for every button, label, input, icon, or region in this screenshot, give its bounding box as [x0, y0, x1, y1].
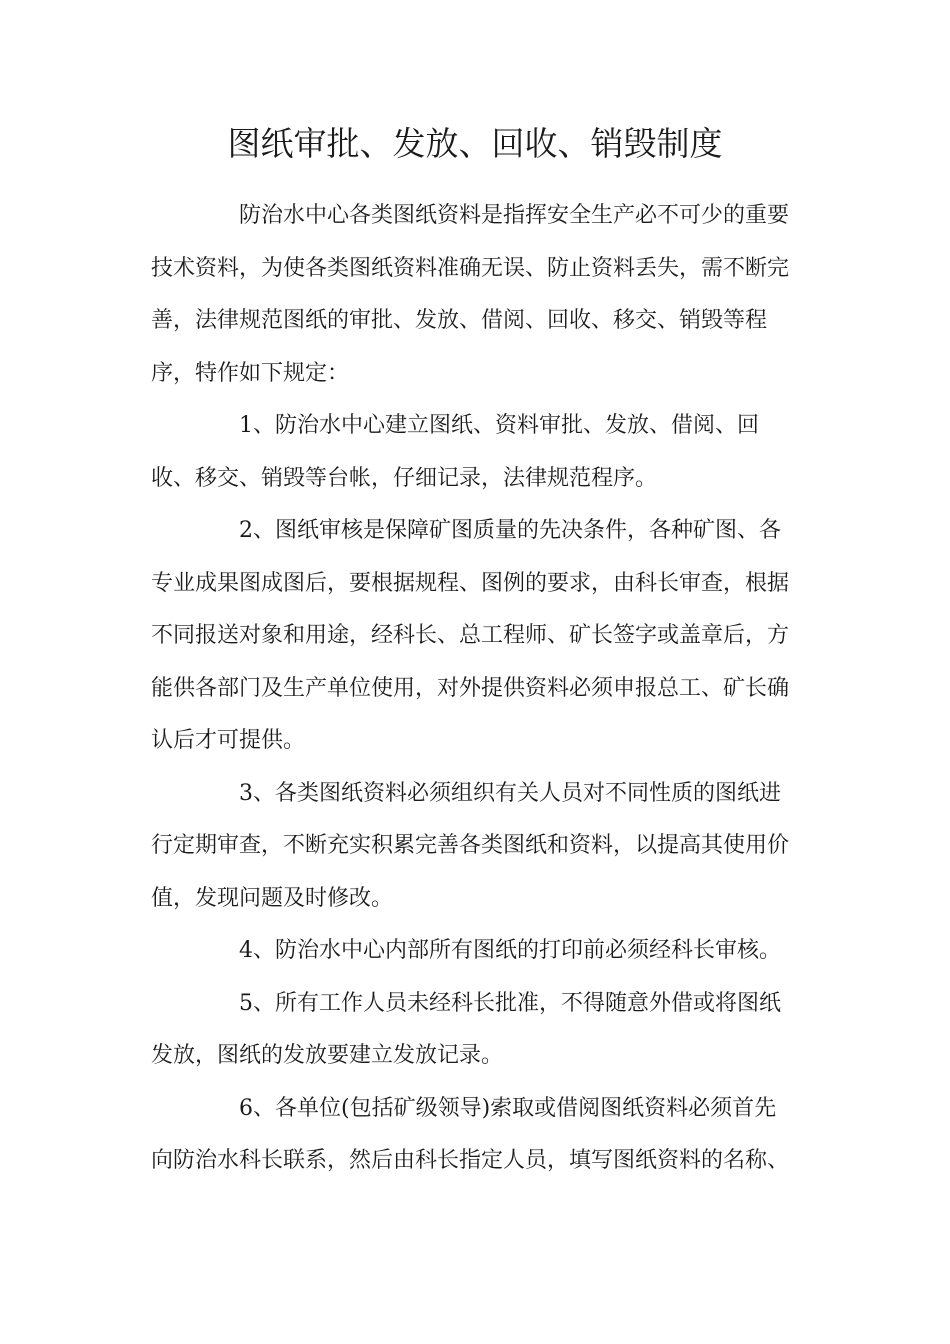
text-line: 3、各类图纸资料必须组织有关人员对不同性质的图纸进	[239, 780, 781, 806]
text-line: 技术资料，为使各类图纸资料准确无误、防止资料丢失，需不断完	[151, 255, 790, 281]
text-line: 值，发现问题及时修改。	[151, 885, 394, 911]
text-line: 2、图纸审核是保障矿图质量的先决条件，各种矿图、各	[239, 518, 781, 543]
paragraph-item-1	[151, 400, 801, 505]
text-line: 专业成果图成图后，要根据规程、图例的要求，由科长审查，根据	[151, 570, 790, 596]
paragraph-intro	[151, 190, 801, 400]
text-line: 认后才可提供。	[151, 728, 306, 753]
paragraph-item-4	[151, 925, 801, 978]
paragraph-item-5	[151, 978, 801, 1083]
text-line: 不同报送对象和用途，经科长、总工程师、矿长签字或盖章后，方	[151, 623, 790, 648]
text-line: 5、所有工作人员未经科长批准，不得随意外借或将图纸	[239, 990, 781, 1016]
text-line: 发放，图纸的发放要建立发放记录。	[151, 1043, 504, 1068]
text-line: 防治水中心各类图纸资料是指挥安全生产必不可少的重要	[239, 203, 790, 228]
text-line: 4、防治水中心内部所有图纸的打印前必须经科长审核。	[239, 938, 781, 963]
document-body	[151, 190, 801, 1188]
paragraph-item-6	[151, 1083, 801, 1188]
text-line: 1、防治水中心建立图纸、资料审批、发放、借阅、回	[239, 413, 759, 438]
paragraph-item-2	[151, 505, 801, 768]
text-line: 能供各部门及生产单位使用，对外提供资料必须申报总工、矿长确	[151, 675, 790, 701]
text-line: 序，特作如下规定：	[151, 360, 350, 386]
text-line: 向防治水科长联系，然后由科长指定人员，填写图纸资料的名称、	[151, 1148, 790, 1173]
paragraph-item-3	[151, 768, 801, 926]
text-line: 6、各单位(包括矿级领导)索取或借阅图纸资料必须首先	[239, 1095, 777, 1121]
text-line: 收、移交、销毁等台帐，仔细记录，法律规范程序。	[151, 465, 658, 491]
text-line: 行定期审查，不断充实积累完善各类图纸和资料，以提高其使用价	[151, 833, 790, 858]
text-line: 善，法律规范图纸的审批、发放、借阅、回收、移交、销毁等程	[151, 308, 768, 333]
document-title: 图纸审批、发放、回收、销毁制度	[227, 124, 723, 163]
